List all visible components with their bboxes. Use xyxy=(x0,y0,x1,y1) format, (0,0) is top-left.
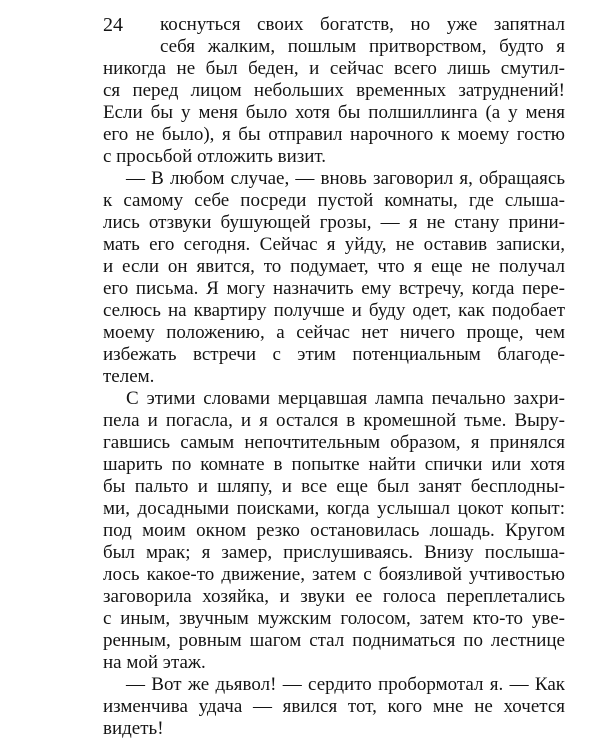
text-line: изменчива удача — явился тот, кого мне не хочется xyxy=(103,696,565,717)
text-line: с просьбой отложить визит. xyxy=(103,146,327,167)
text-line: его письма. Я могу назначить ему встречу, когда пере- xyxy=(103,278,565,299)
text-line: заговорила хозяйка, и звуки ее голоса переплетались xyxy=(103,586,565,607)
text-line: видеть! xyxy=(103,718,164,739)
text-line: гавшись самым непочтительным образом, я принялся xyxy=(103,432,565,453)
text-line: селюсь на квартиру получше и буду одет, как подобает xyxy=(103,300,565,321)
text-line: пела и погасла, и я остался в кромешной тьме. Выру- xyxy=(103,410,565,431)
text-line: лись отзвуки бушующей грозы, — я не стану прини- xyxy=(103,212,565,233)
text-line: к самому себе посреди пустой комнаты, где слыша- xyxy=(103,190,565,211)
text-line: на мой этаж. xyxy=(103,652,206,673)
text-line: бы пальто и шляпу, и все еще был занят бесплодны- xyxy=(103,476,565,497)
text-line: и если он явится, то подумает, что я еще не получал xyxy=(103,256,565,277)
text-line: телем. xyxy=(103,366,155,387)
text-line: моему положению, а сейчас нет ничего проще, чем xyxy=(103,322,565,343)
text-line: — В любом случае, — вновь заговорил я, обращаясь xyxy=(126,168,565,189)
text-line: себя жалким, пошлым притворством, будто я xyxy=(160,36,565,57)
text-line: шарить по комнате в попытке найти спички или хотя xyxy=(103,454,565,475)
text-line: коснуться своих богатств, но уже запятнал xyxy=(160,14,565,35)
text-line: — Вот же дьявол! — сердито пробормотал я. — Как xyxy=(126,674,565,695)
text-line: под моим окном резко остановилась лошадь. Кругом xyxy=(103,520,565,541)
text-line: Если бы у меня было хотя бы полшиллинга (а у меня xyxy=(103,102,565,123)
text-line: избежать встречи с этим потенциальным благоде- xyxy=(103,344,565,365)
text-line: никогда не был беден, и сейчас всего лишь смутил- xyxy=(103,58,565,79)
page-number: 24 xyxy=(103,14,123,36)
text-line: лось какое-то движение, затем с боязливой учтивостью xyxy=(103,564,565,585)
text-line: ми, досадными поисками, когда услышал цокот копыт: xyxy=(103,498,565,519)
text-line: его не было), я бы отправил нарочного к моему гостю xyxy=(103,124,565,145)
text-line: с иным, звучным мужским голосом, затем кто-то уве- xyxy=(103,608,565,629)
text-line: мать его сегодня. Сейчас я уйду, не оставив записки, xyxy=(103,234,565,255)
text-line: ренным, ровным шагом стал подниматься по лестнице xyxy=(103,630,565,651)
text-line: ся перед лицом небольших временных затруднений! xyxy=(103,80,565,101)
text-line: был мрак; я замер, прислушиваясь. Внизу послыша- xyxy=(103,542,565,563)
text-line: С этими словами мерцавшая лампа печально захри- xyxy=(126,388,565,409)
